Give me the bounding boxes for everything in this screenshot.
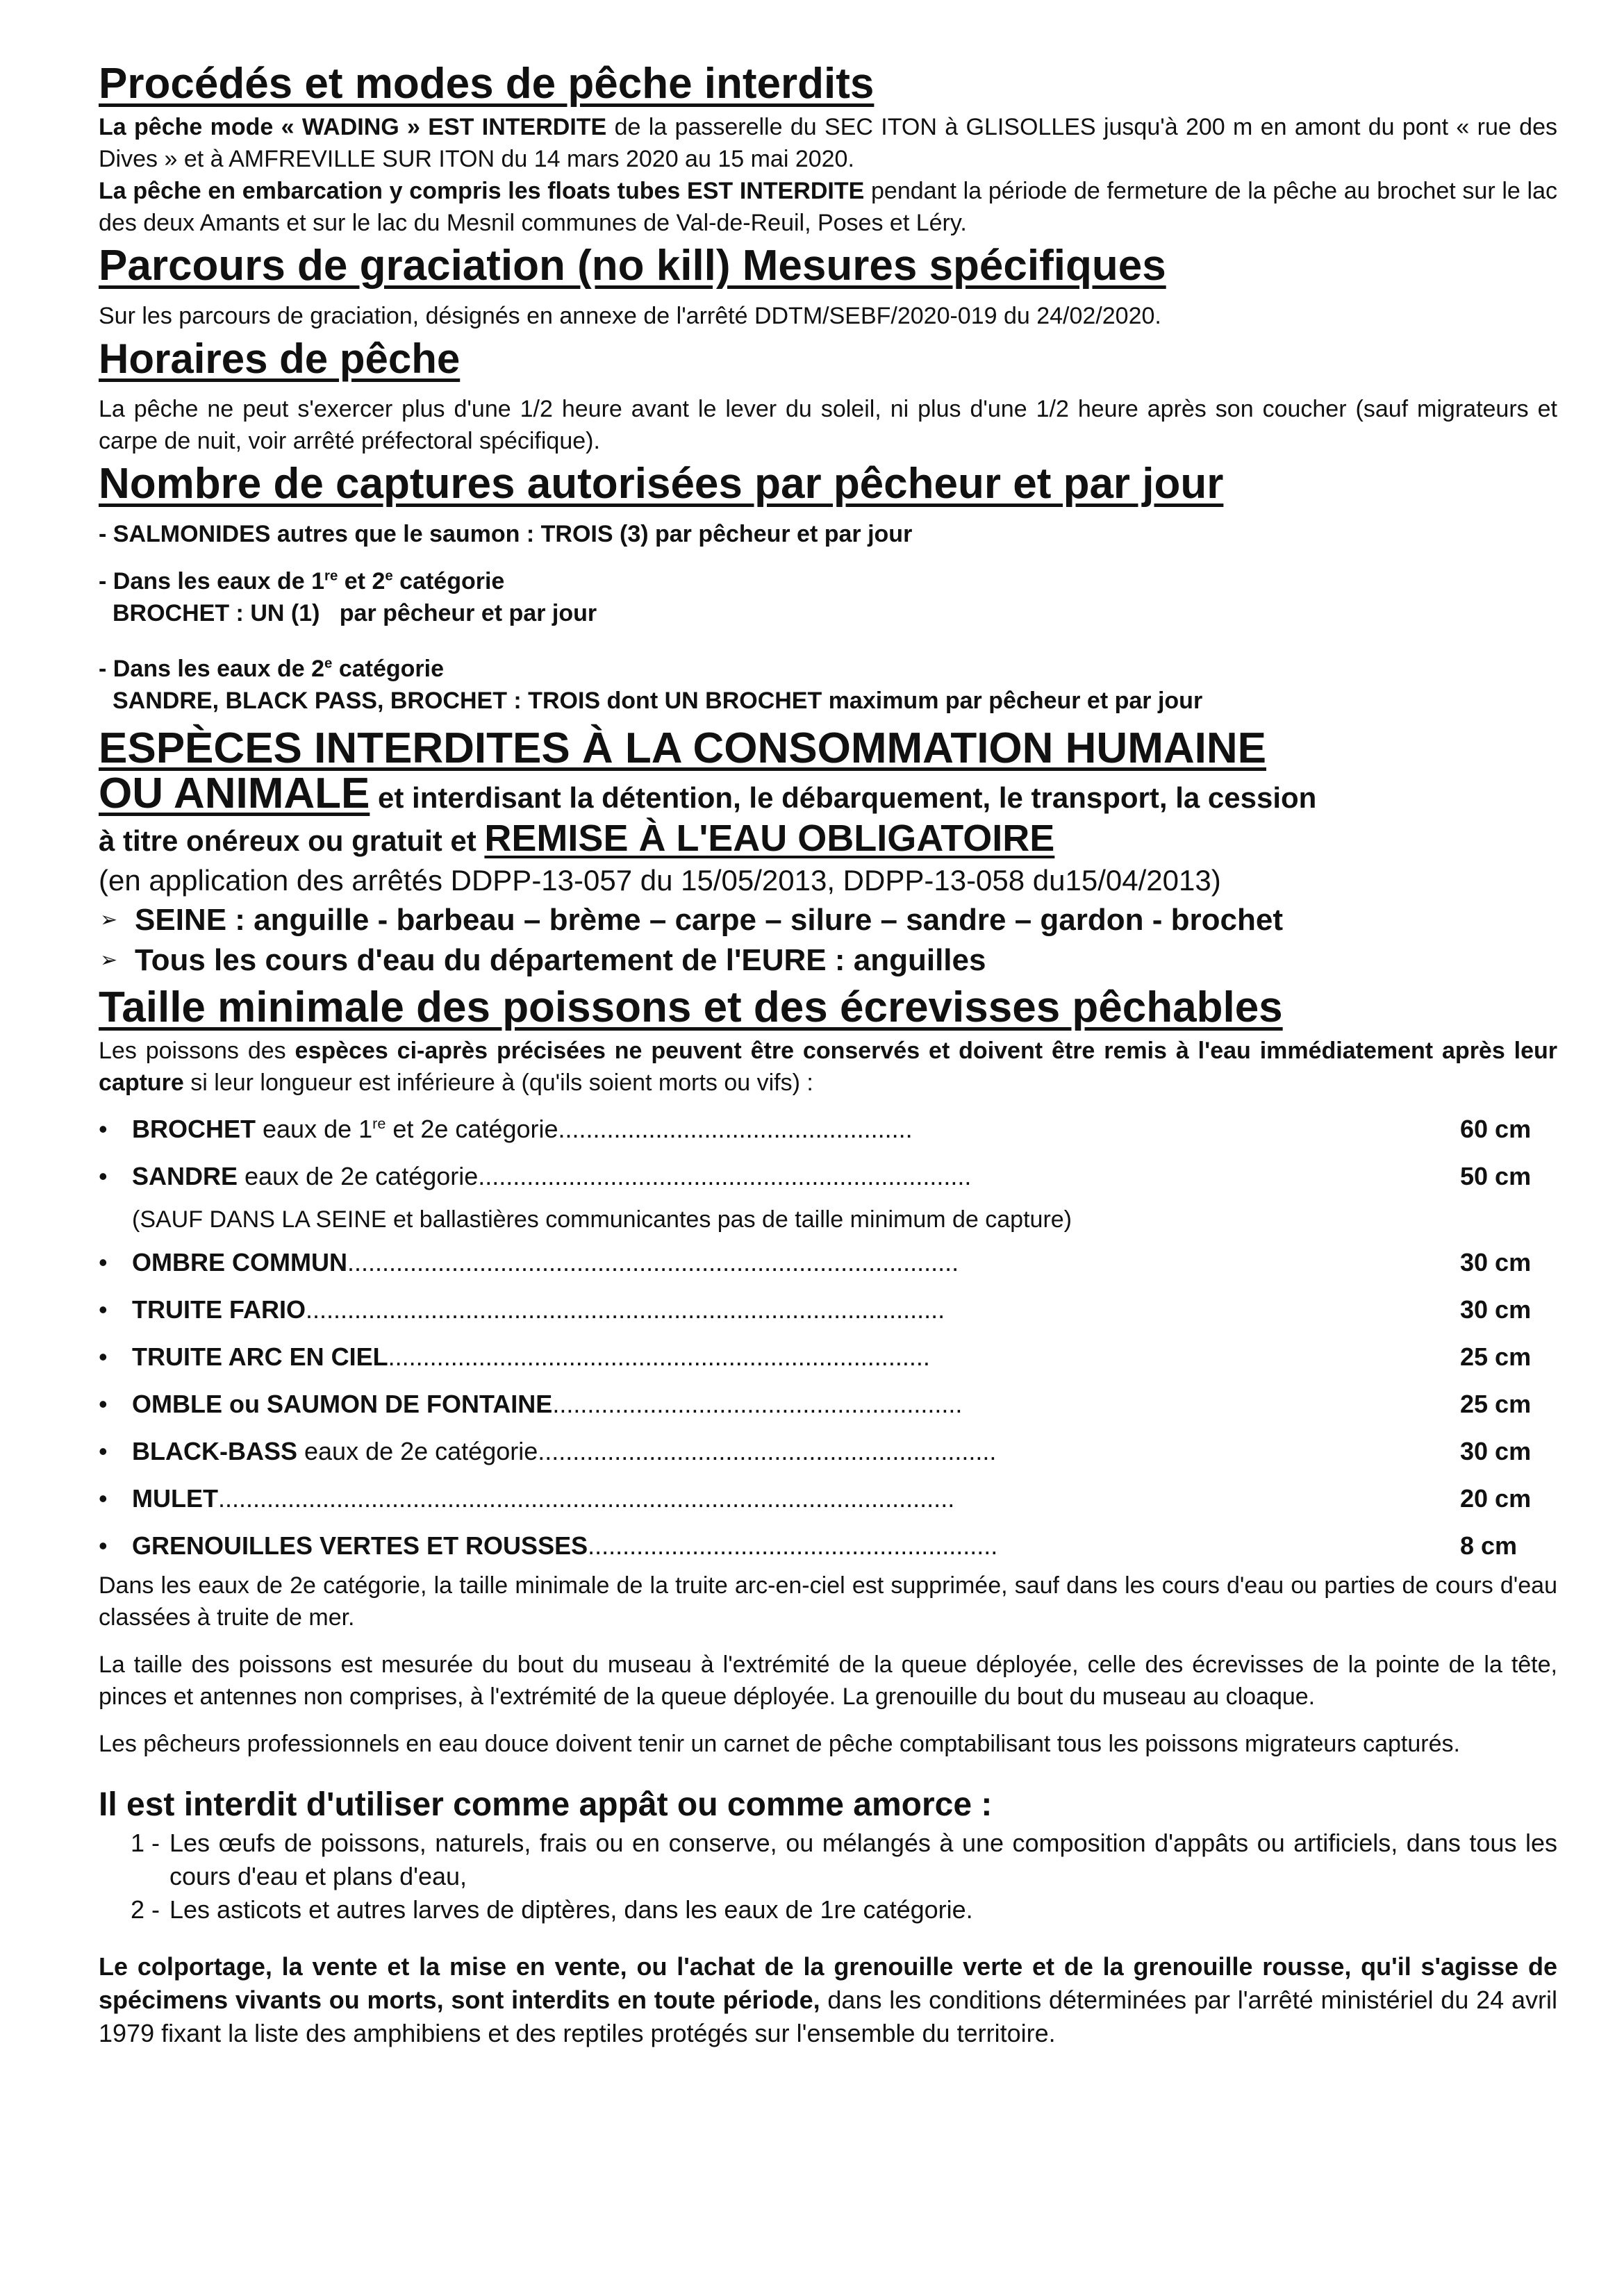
captures-brochet: BROCHET : UN (1) par pêcheur et par jour [113,600,597,626]
dot-leader: ........................................................... [552,1390,963,1418]
section-title-captures: Nombre de captures autorisées par pêcheur et par jour [99,460,1224,508]
list-item [99,1522,1557,1570]
species-name: TRUITE FARIO [132,1295,306,1324]
paragraph-graciation: Sur les parcours de graciation, désignés en annexe de l'arrêté DDTM/SEBF/2020-019 du 24/02/2020. [99,303,1161,329]
captures-eaux-1-2: - Dans les eaux de 1re et 2e catégorie [99,568,505,594]
list-item [99,1381,1557,1428]
section-title-horaires: Horaires de pêche [99,335,461,382]
dot-leader: .......................................................................................................... [217,1484,955,1513]
size-value: 30 cm [1460,1437,1532,1465]
wading-bold: La pêche mode « WADING » EST INTERDITE [99,114,607,140]
list-item [99,1333,1557,1381]
captures-list [99,518,1557,717]
paragraph-horaires: La pêche ne peut s'exercer plus d'une 1/2 heure avant le lever du soleil, ni plus d'une 1/2 heure après son coucher (sauf migrateurs et carpe de nuit, voir arrêté préfectoral spécifique). [99,396,1557,454]
bullet-icon: • [99,1115,108,1143]
list-item: ➢ Tous les cours d'eau du département de l'EURE : anguilles [99,940,1557,981]
list-item [99,1239,1557,1286]
list-item [99,1286,1557,1333]
wading-text: de la passerelle du SEC ITON à GLISOLLES jusqu'à 200 m en amont du pont « rue des Dives » et à AMFREVILLE SUR ITON du 14 mars 2020 au 15 mai 2020. [99,114,1557,172]
section-title-especes-interdites: ESPÈCES INTERDITES À LA CONSOMMATION HUMAINE [99,724,1266,772]
list-item: • SANDRE eaux de 2e catégorie ....................................................................... 50 cm [99,1153,1557,1200]
species-name: BROCHET [132,1115,256,1143]
captures-salmonides: - SALMONIDES autres que le saumon : TROIS (3) par pêcheur et par jour [99,521,913,547]
list-item: • BROCHET eaux de 1re et 2e catégorie ................................................... 60 cm [99,1106,1557,1153]
dot-leader: .............................................................................. [388,1342,930,1371]
bullet-icon: • [99,1390,108,1418]
especes-interdites-line1: OU ANIMALE et interdisant la détention, le débarquement, le transport, la cession [99,770,1317,817]
bullet-icon: • [99,1162,108,1190]
species-name: MULET [132,1484,218,1513]
dot-leader: .................................................................. [538,1437,997,1465]
list-item: ➢ SEINE : anguille - barbeau – brème – carpe – silure – sandre – gardon - brochet [99,900,1557,940]
especes-interdites-list [99,900,1557,981]
section-title-appat: Il est interdit d'utiliser comme appât ou comme amorce : [99,1786,993,1823]
size-value: 30 cm [1460,1295,1532,1324]
appat-list [99,1827,1557,1927]
application-arretes: (en application des arrêtés DDPP-13-057 du 15/05/2013, DDPP-13-058 du15/04/2013) [99,864,1221,897]
bullet-icon: • [99,1437,108,1465]
list-item: 2 - Les asticots et autres larves de diptères, dans les eaux de 1re catégorie. [130,1895,973,1924]
section-title-taille-minimale: Taille minimale des poissons et des écrevisses pêchables [99,983,1283,1031]
size-value: 50 cm [1460,1162,1532,1190]
size-value: 25 cm [1460,1390,1532,1418]
species-name: OMBLE ou SAUMON DE FONTAINE [132,1390,553,1418]
species-name: SANDRE [132,1162,238,1190]
section-title-procedes: Procédés et modes de pêche interdits [99,60,875,108]
dot-leader: ................................................... [558,1115,913,1143]
size-value: 20 cm [1460,1484,1532,1513]
bullet-icon: • [99,1531,108,1560]
embarcation-bold: La pêche en embarcation y compris les floats tubes EST INTERDITE [99,178,865,204]
bullet-icon: • [99,1484,108,1513]
paragraph-truite-arc: Dans les eaux de 2e catégorie, la taille minimale de la truite arc-en-ciel est supprimée, sauf dans les cours d'eau ou parties de cours d'eau classées à truite de mer. [99,1572,1557,1631]
bullet-icon: • [99,1342,108,1371]
list-item: 1 - Les œufs de poissons, naturels, frais ou en conserve, ou mélangés à une composition d'appâts ou artificiels, dans tous les cours d'eau et plans d'eau, [130,1829,1557,1890]
sandre-exception-note: (SAUF DANS LA SEINE et ballastières communicantes pas de taille minimum de capture) [132,1206,1072,1233]
species-name: TRUITE ARC EN CIEL [132,1342,388,1371]
captures-sandre: SANDRE, BLACK PASS, BROCHET : TROIS dont UN BROCHET maximum par pêcheur et par jour [113,688,1203,714]
dot-leader: ........................................................... [588,1531,998,1560]
remise-eau-obligatoire: REMISE À L'EAU OBLIGATOIRE [484,817,1055,859]
list-item: • BLACK-BASS eaux de 2e catégorie .................................................................. 30 cm [99,1428,1557,1475]
paragraph-professionnels: Les pêcheurs professionnels en eau douce doivent tenir un carnet de pêche comptabilisant tous les poissons migrateurs capturés. [99,1731,1460,1757]
embarcation-text: pendant la période de fermeture de la pêche au brochet sur le lac des deux Amants et sur le lac du Mesnil communes de Val-de-Reuil, Poses et Léry. [99,178,1558,236]
size-value: 8 cm [1460,1531,1518,1560]
size-value: 30 cm [1460,1248,1532,1276]
bullet-icon: • [99,1248,108,1276]
paragraph-colportage: Le colportage, la vente et la mise en vente, ou l'achat de la grenouille verte et de la grenouille rousse, qu'il s'agisse de spécimens vivants ou morts, sont interdits en toute période, dans les conditions déterminées par l'arrêté ministériel du 24 avril 1979 fixant la liste des amphibiens et des reptiles protégés sur l'ensemble du territoire. [99,1952,1557,2047]
species-name: GRENOUILLES VERTES ET ROUSSES [132,1531,588,1560]
species-name: OMBRE COMMUN [132,1248,347,1276]
arrow-bullet-icon: ➢ [100,908,118,931]
paragraph-wading [99,111,1557,175]
dot-leader: ....................................................................... [478,1162,972,1190]
paragraph-embarcation [99,175,1557,239]
dot-leader: ............................................................................................ [306,1295,945,1324]
size-value: 60 cm [1460,1115,1532,1143]
species-name: BLACK-BASS [132,1437,297,1465]
size-value: 25 cm [1460,1342,1532,1371]
paragraph-mesure: La taille des poissons est mesurée du bout du museau à l'extrémité de la queue déployée, celle des écrevisses de la pointe de la tête, pinces et antennes non comprises, à l'extrémité de la queue déployée. La grenouille du bout du museau au cloaque. [99,1652,1557,1710]
dot-leader: ........................................................................................ [347,1248,959,1276]
arrow-bullet-icon: ➢ [100,949,118,972]
especes-interdites-line2: à titre onéreux ou gratuit et REMISE À L'EAU OBLIGATOIRE [99,817,1055,859]
bullet-icon: • [99,1295,108,1324]
document-page [99,57,1557,2050]
list-item [99,1475,1557,1522]
captures-eaux-2: - Dans les eaux de 2e catégorie [99,656,445,682]
taille-minimale-list [99,1106,1557,1570]
paragraph-taille-intro: Les poissons des espèces ci-après précisées ne peuvent être conservés et doivent être remis à l'eau immédiatement après leur capture si leur longueur est inférieure à (qu'ils soient morts ou vifs) : [99,1038,1558,1096]
section-title-graciation: Parcours de graciation (no kill) Mesures spécifiques [99,242,1166,290]
